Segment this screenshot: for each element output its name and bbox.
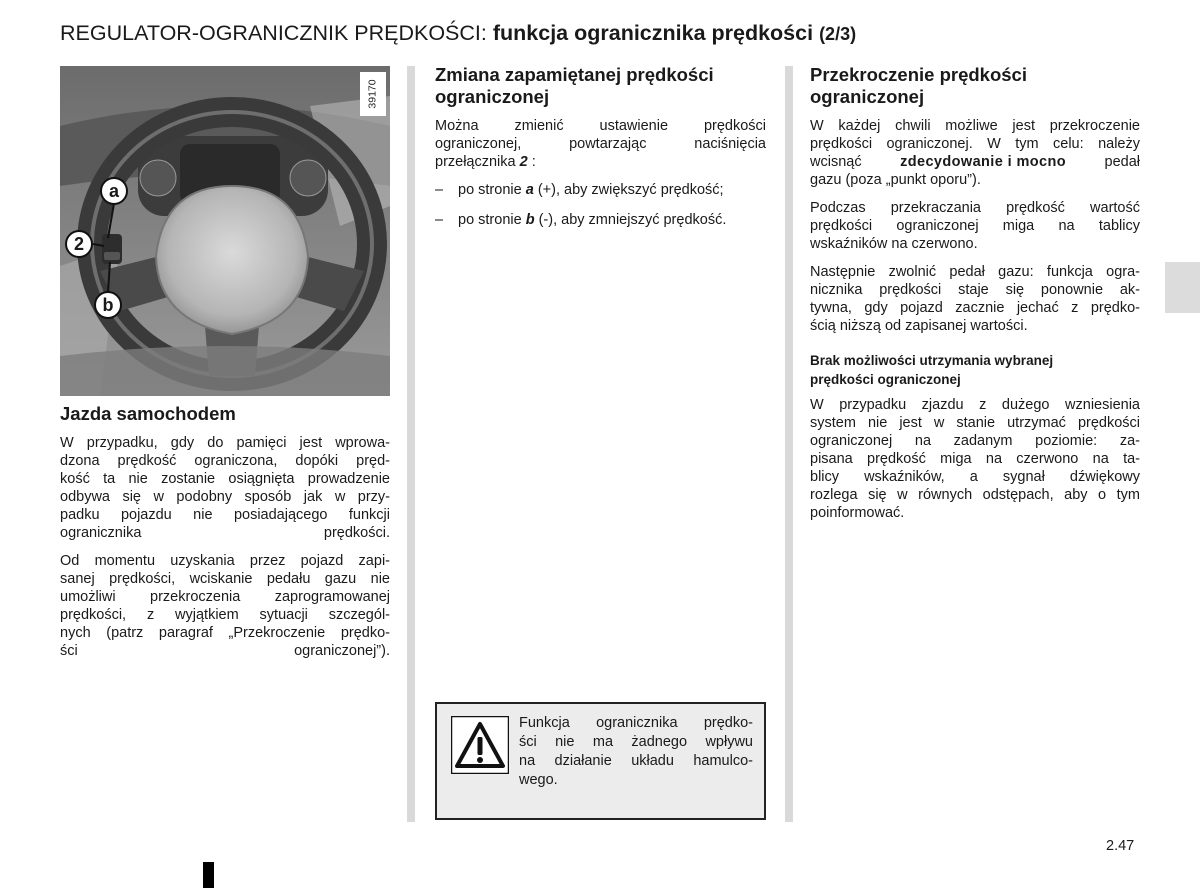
text-line: Podczas przekraczania prędkość wartość <box>810 200 1140 216</box>
text-line: wskaźników na czerwono. <box>810 236 978 252</box>
heading-line: ograniczonej <box>810 86 925 107</box>
text-line: nicznika prędkości staje się ponownie ak- <box>810 282 1140 298</box>
warning-box <box>435 702 766 820</box>
exceed-paragraph-2 <box>810 199 1140 253</box>
text-line: dzona prędkość ograniczona, dopóki pręd- <box>60 453 390 469</box>
page-number: 2.47 <box>1106 838 1135 854</box>
switch-side-a: a <box>525 182 534 198</box>
callout-a: a <box>100 177 128 205</box>
text-line: Następnie zwolnić pedał gazu: funkcja ogra- <box>810 264 1140 280</box>
text-line: gazu (poza „punkt oporu”). <box>810 172 981 188</box>
subheading-line: prędkości ograniczonej <box>810 372 961 387</box>
chapter-tab <box>1165 262 1200 313</box>
text-line: rozlega się w równych odstępach, aby o tym <box>810 487 1140 503</box>
bullet-dash: – <box>435 182 444 198</box>
exceed-paragraph-4 <box>810 396 1140 522</box>
text-line: przełącznika 2 : <box>435 154 536 170</box>
text-line: wego. <box>519 772 558 788</box>
column-3 <box>810 64 1140 532</box>
column-separator-right <box>785 66 793 822</box>
heading-line: ograniczonej <box>435 86 550 107</box>
text-line: pisana prędkość miga na czerwono na ta- <box>810 451 1140 467</box>
heading-line: Przekroczenie prędkości <box>810 64 1027 85</box>
column-2 <box>435 64 766 241</box>
change-speed-intro <box>435 117 766 171</box>
title-section-name: REGULATOR-OGRANICZNIK PRĘDKOŚCI: <box>60 21 487 45</box>
column-1 <box>60 403 390 670</box>
text-line: Można zmienić ustawienie prędkości <box>435 118 766 134</box>
text-line: ogranicznika prędkości. <box>60 525 390 541</box>
text-line: system nie jest w stanie utrzymać prędkości <box>810 415 1140 431</box>
section-heading-exceed-speed <box>810 64 1140 108</box>
crop-mark <box>203 862 214 888</box>
subheading-cannot-maintain <box>810 351 1140 389</box>
text-line: umożliwi przekroczenia zaprogramowanej <box>60 589 390 605</box>
list-item-increase: – po stronie a (+), aby zwiększyć prędkość; <box>435 182 724 198</box>
driving-paragraph-1 <box>60 434 390 542</box>
text-line: ograniczonej na zadanym poziomie: za- <box>810 433 1140 449</box>
subheading-line: Brak możliwości utrzymania wybranej <box>810 353 1054 368</box>
text-line: ści ograniczonej”). <box>60 643 390 659</box>
switch-side-b: b <box>525 212 535 228</box>
text-line: nych (patrz paragraf „Przekroczenie prędko- <box>60 625 390 641</box>
text-line: W każdej chwili możliwe jest przekroczenie <box>810 118 1140 134</box>
exceed-paragraph-1 <box>810 117 1140 189</box>
text-line: tywna, gdy pojazd zacznie jechać z prędko- <box>810 300 1140 316</box>
text-line: W przypadku, gdy do pamięci jest wprowa- <box>60 435 390 451</box>
section-heading-change-speed <box>435 64 766 108</box>
callout-2: 2 <box>65 230 93 258</box>
text-line: wcisnąć zdecydowanie i mocno pedał <box>810 154 1140 170</box>
list-item-decrease: – po stronie b (-), aby zmniejszyć prędkość. <box>435 212 727 228</box>
text-line: ścią niższą od zapisanej wartości. <box>810 318 1028 334</box>
title-page-part: (2/3) <box>819 24 857 44</box>
warning-triangle-icon <box>451 716 509 774</box>
callout-b: b <box>94 291 122 319</box>
text-line: Od momentu uzyskania przez pojazd zapi- <box>60 553 390 569</box>
callout-lines <box>60 66 390 396</box>
column-separator-left <box>407 66 415 822</box>
text-line: prędkości ograniczonej. W tym celu: należy <box>810 136 1140 152</box>
text-line: padku pojazdu nie posiadającego funkcji <box>60 507 390 523</box>
text-line: W przypadku zjazdu z dużego wzniesienia <box>810 397 1140 413</box>
driving-paragraph-2 <box>60 552 390 660</box>
emphasis-text: zdecydowanie i mocno <box>900 154 1066 170</box>
title-subsection: funkcja ogranicznika prędkości <box>492 21 814 45</box>
bullet-dash: – <box>435 212 444 228</box>
heading-line: Zmiana zapamiętanej prędkości <box>435 64 714 85</box>
section-heading-driving: Jazda samochodem <box>60 403 236 424</box>
text-line: poinformować. <box>810 505 905 521</box>
text-line: odbywa się w podobny sposób jak w przy- <box>60 489 390 505</box>
text-line: ści nie ma żadnego wpływu <box>519 734 753 750</box>
text-line: ograniczonej, powtarzając naciśnięcia <box>435 136 766 152</box>
text-line: kość ta nie zostanie osiągnięta prowadzenie <box>60 471 390 487</box>
text-line: Funkcja ogranicznika prędko- <box>519 715 753 731</box>
text-line: sanej prędkości, wciskanie pedału gazu nie <box>60 571 390 587</box>
text-line: prędkości ograniczonej miga na tablicy <box>810 218 1140 234</box>
switch-key-label: 2 <box>519 154 528 170</box>
text-line: na działanie układu hamulco- <box>519 753 753 769</box>
figure-number: 39170 <box>360 72 386 116</box>
steering-wheel-photo <box>60 66 390 396</box>
page-title <box>60 19 856 48</box>
text-line: blicy wskaźników, a sygnał dźwiękowy <box>810 469 1140 485</box>
text-line: prędkości, z wyjątkiem sytuacji szczegól- <box>60 607 390 623</box>
warning-text <box>519 714 753 790</box>
exceed-paragraph-3 <box>810 263 1140 335</box>
